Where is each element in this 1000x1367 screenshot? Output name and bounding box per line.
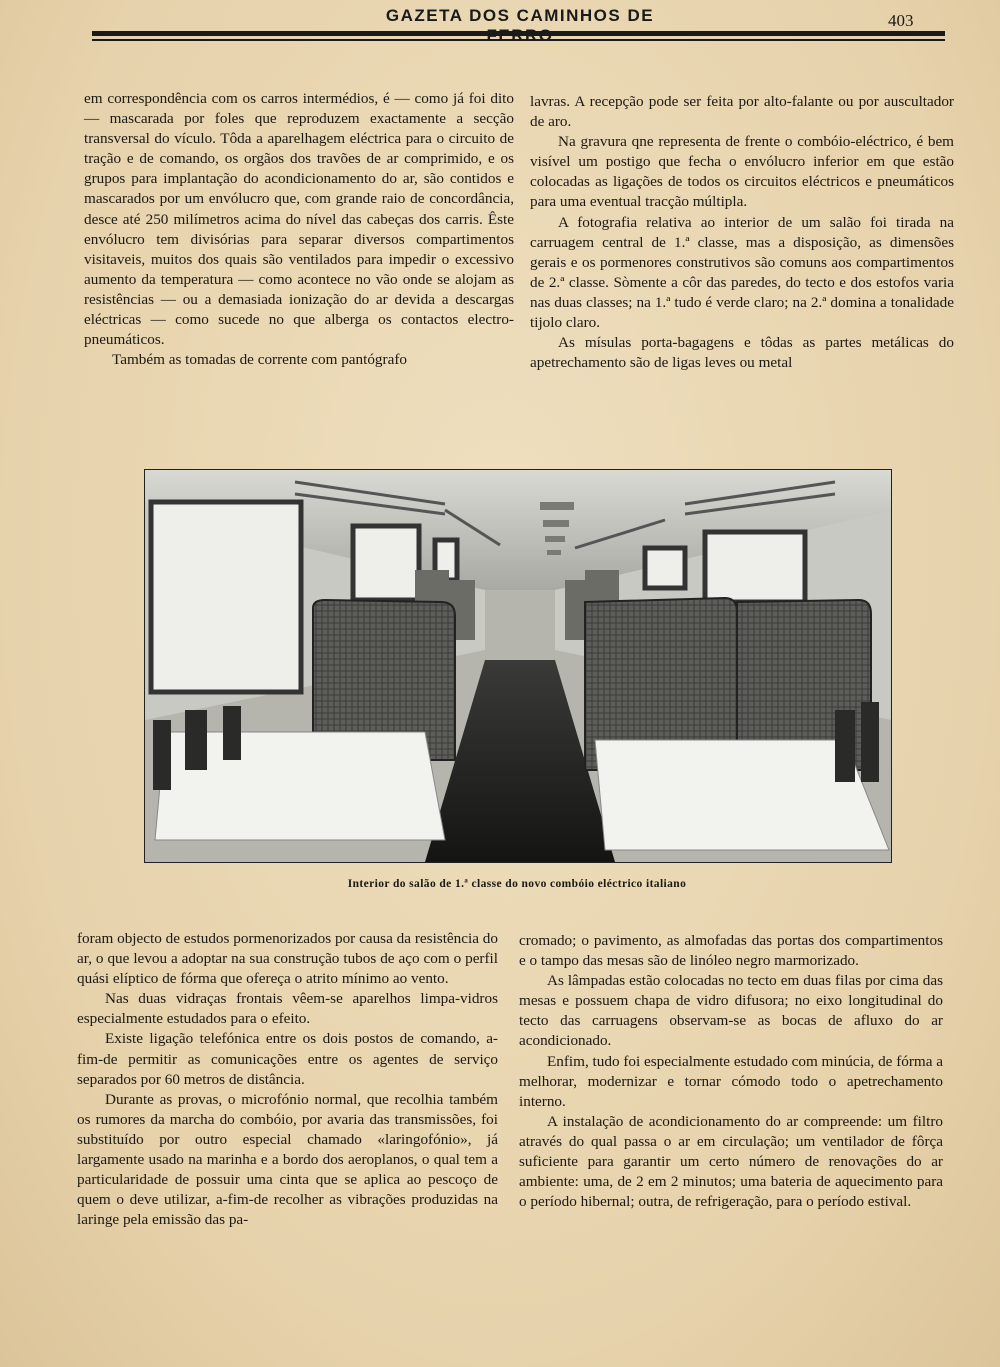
paragraph: A instalação de acondicionamento do ar compreende: um filtro através do qual passa o ar em circulação; um ventilador de fôrça suficiente para garantir um certo número de renovações do ar ambiente: uma, de 2 em 2 minutos; uma bateria de aquecimento para o período hibernal; outra, de refrigeração, para o período estival. bbox=[519, 1112, 943, 1211]
saloon-interior-photo bbox=[144, 469, 892, 863]
paragraph: Também as tomadas de corrente com pantógrafo bbox=[112, 351, 407, 369]
column-top-right bbox=[530, 92, 954, 373]
column-bottom-right bbox=[519, 931, 943, 1212]
header-rule-thin bbox=[92, 39, 945, 41]
column-bottom-left bbox=[77, 929, 498, 1230]
paragraph: A fotografia relativa ao interior de um salão foi tirada na carruagem central de 1.ª classe, mas a disposição, as dimensões gerais e os pormenores construtivos são comuns aos compartimentos de 2.ª classe. Sòmente a côr das paredes, do tecto e dos estofos varia nas duas classes; na 1.ª tudo é verde claro; na 2.ª domina a tonalidade tijolo claro. bbox=[530, 213, 954, 332]
train-interior-illustration bbox=[145, 470, 891, 862]
paragraph: lavras. A recepção pode ser feita por alto-falante ou por auscultador de aro. bbox=[530, 93, 954, 131]
paragraph: cromado; o pavimento, as almofadas das portas dos compartimentos e o tampo das mesas são de linóleo negro marmorizado. bbox=[519, 932, 943, 970]
header-rule bbox=[92, 31, 945, 36]
paragraph: foram objecto de estudos pormenorizados por causa da resistência do ar, o que levou a adoptar na sua construção tubos de aço com o perfil quási elíptico de fórma que ofereça o atrito mínimo ao vento. bbox=[77, 930, 498, 988]
paragraph: em correspondência com os carros intermédios, é — como já foi dito — mascarada por foles que reproduzem exactamente a secção transversal do vículo. Tôda a aparelhagem eléctrica para o circuito de tração e de comando, os orgãos dos travões de ar comprimido, e os grupos para implantação do acondicionamento do ar, são contidos e mascarados por um envólucro que, com grande raio de concordância, desce até 250 milímetros acima do nível das cabeças dos carris. Êste envólucro tem divisórias para separar diversos compartimentos visitaveis, muitos dos quais são ventilados para impedir o excessivo aumento da temperatura — como acontece no vão onde se alojam as resistências — ou a demasiada ionização do ar devida a descargas eléctricas — como sucede no que alberga os contactos electro-pneumáticos. bbox=[84, 90, 514, 349]
magazine-title: GAZETA DOS CAMINHOS DE bbox=[385, 6, 655, 25]
column-top-left bbox=[84, 89, 514, 370]
paragraph: As lâmpadas estão colocadas no tecto em duas filas por cima das mesas e possuem chapa de vidro difusora; no eixo longitudinal do tecto das carruagens observam-se as bocas de afluxo do ar acondicionado. bbox=[519, 972, 943, 1050]
paragraph: Enfim, tudo foi especialmente estudado com minúcia, de fórma a melhorar, modernizar e tornar cómodo todo o apetrechamento interno. bbox=[519, 1052, 944, 1110]
page-number: 403 bbox=[888, 11, 914, 30]
photo-caption: Interior do salão de 1.ª classe do novo combóio eléctrico italiano bbox=[347, 878, 687, 890]
paragraph: Nas duas vidraças frontais vêem-se aparelhos limpa-vidros especialmente estudados para o efeito. bbox=[77, 990, 498, 1028]
paragraph: Durante as provas, o microfónio normal, que recolhia também os rumores da marcha do combóio, por avaria das transmissões, foi substituído por outro especial chamado «laringofónio», já largamente usado na marinha e a bordo dos aeroplanos, o qual tem a particularidade de possuir uma cinta que se aplica ao pescoço de quem o deve utilizar, a-fim-de recolher as vibrações produzidas na laringe pela emissão das pa- bbox=[77, 1090, 498, 1229]
paragraph: Existe ligação telefónica entre os dois postos de comando, a-fim-de permitir as comunicações entre os agentes de serviço separados por 60 metros de distância. bbox=[77, 1030, 498, 1088]
paragraph: Na gravura qne representa de frente o combóio-eléctrico, é bem visível um postigo que fecha o envólucro inferior em que estão colocadas as ligações de todos os circuitos eléctricos e pneumáticos para uma eventual tracção múltipla. bbox=[530, 133, 954, 211]
paragraph: As mísulas porta-bagagens e tôdas as partes metálicas do apetrechamento são de ligas leves ou metal bbox=[530, 334, 954, 372]
